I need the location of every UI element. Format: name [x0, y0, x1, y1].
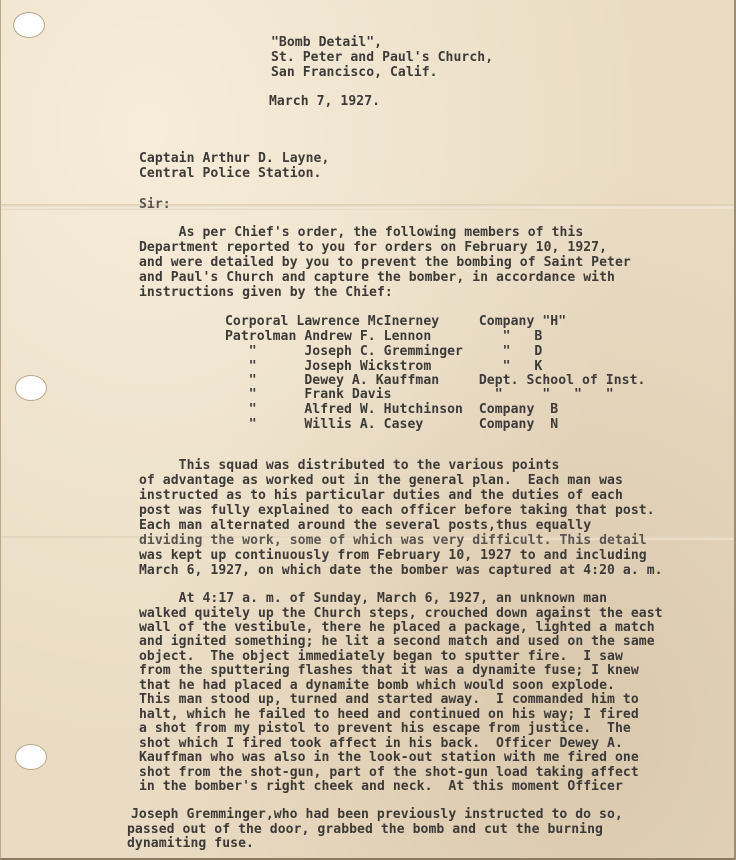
paragraph-line: a shot from my pistol to prevent his escape from justice. The	[139, 721, 631, 736]
paper-fold	[1, 204, 734, 210]
paragraph-line: As per Chief's order, the following members of this	[139, 225, 584, 240]
addressee-name: Captain Arthur D. Layne,	[139, 151, 330, 166]
paragraph-line: halt, which he failed to heed and continued on his way; I fired	[139, 707, 639, 722]
paragraph-line: of advantage as worked out in the general plan. Each man was	[139, 473, 623, 488]
roster-entry: " Joseph C. Gremminger " D	[225, 344, 543, 359]
paragraph-line: Department reported to you for orders on February 10, 1927,	[139, 240, 608, 255]
addressee-station: Central Police Station.	[139, 166, 322, 181]
punch-hole	[13, 12, 45, 38]
paragraph-line: Kauffman who was also in the look-out station with me fired one	[139, 750, 639, 765]
paragraph-line: shot from the shot-gun, part of the shot-gun load taking affect	[139, 765, 639, 780]
paragraph-line: March 6, 1927, on which date the bomber was captured at 4:20 a. m.	[139, 563, 663, 578]
roster-entry: " Alfred W. Hutchinson Company B	[225, 402, 559, 417]
paragraph-line: instructed as to his particular duties and the duties of each	[139, 488, 623, 503]
paragraph-line: This man stood up, turned and started away. I commanded him to	[139, 692, 639, 707]
paragraph-line: walked quitely up the Church steps, crouched down against the east	[139, 606, 663, 621]
roster-entry: " Willis A. Casey Company N	[225, 417, 559, 432]
roster-entry: " Dewey A. Kauffman Dept. School of Inst.	[225, 373, 646, 388]
paragraph-line: from the sputtering flashes that it was a dynamite fuse; I knew	[139, 663, 639, 678]
roster-entry: " Frank Davis " " " "	[225, 387, 614, 402]
heading-line: "Bomb Detail",	[271, 35, 383, 50]
paragraph-line: and were detailed by you to prevent the bombing of Saint Peter	[139, 255, 631, 270]
paragraph-line: and ignited something; he lit a second match and used on the same	[139, 634, 655, 649]
roster-entry: " Joseph Wickstrom " K	[225, 359, 543, 374]
paragraph-line: Joseph Gremminger,who had been previously instructed to do so,	[131, 807, 623, 822]
paragraph-line: At 4:17 a. m. of Sunday, March 6, 1927, an unknown man	[139, 591, 608, 606]
heading-line: St. Peter and Paul's Church,	[271, 50, 494, 65]
punch-hole	[15, 375, 47, 401]
paragraph-line: object. The object immediately began to sputter fire. I saw	[139, 649, 623, 664]
paragraph-line: Each man alternated around the several posts,thus equally	[139, 518, 592, 533]
paragraph-line: This squad was distributed to the various points	[139, 458, 560, 473]
punch-hole	[15, 744, 47, 770]
paragraph-line: shot which I fired took affect in his back. Officer Dewey A.	[139, 736, 623, 751]
paragraph-line: post was fully explained to each officer before taking that post.	[139, 503, 655, 518]
salutation: Sir:	[139, 197, 171, 212]
heading-line: San Francisco, Calif.	[271, 65, 438, 80]
paragraph-line: was kept up continuously from February 10, 1927 to and including	[139, 548, 647, 563]
paragraph-line: in the bomber's right cheek and neck. At this moment Officer	[139, 779, 623, 794]
paragraph-line: and Paul's Church and capture the bomber, in accordance with	[139, 270, 615, 285]
paragraph-line: that he had placed a dynamite bomb which would soon explode.	[139, 678, 615, 693]
paragraph-line: wall of the vestibule, there he placed a package, lighted a match	[139, 620, 655, 635]
letter-date: March 7, 1927.	[269, 94, 381, 109]
paragraph-line: passed out of the door, grabbed the bomb and cut the burning	[127, 822, 603, 837]
paragraph-line: instructions given by the Chief:	[139, 285, 393, 300]
paragraph-line: dynamiting fuse.	[127, 836, 254, 851]
paragraph-line: dividing the work, some of which was very difficult. This detail	[139, 533, 647, 548]
roster-entry: Corporal Lawrence McInerney Company "H"	[225, 314, 567, 329]
roster-entry: Patrolman Andrew F. Lennon " B	[225, 329, 543, 344]
